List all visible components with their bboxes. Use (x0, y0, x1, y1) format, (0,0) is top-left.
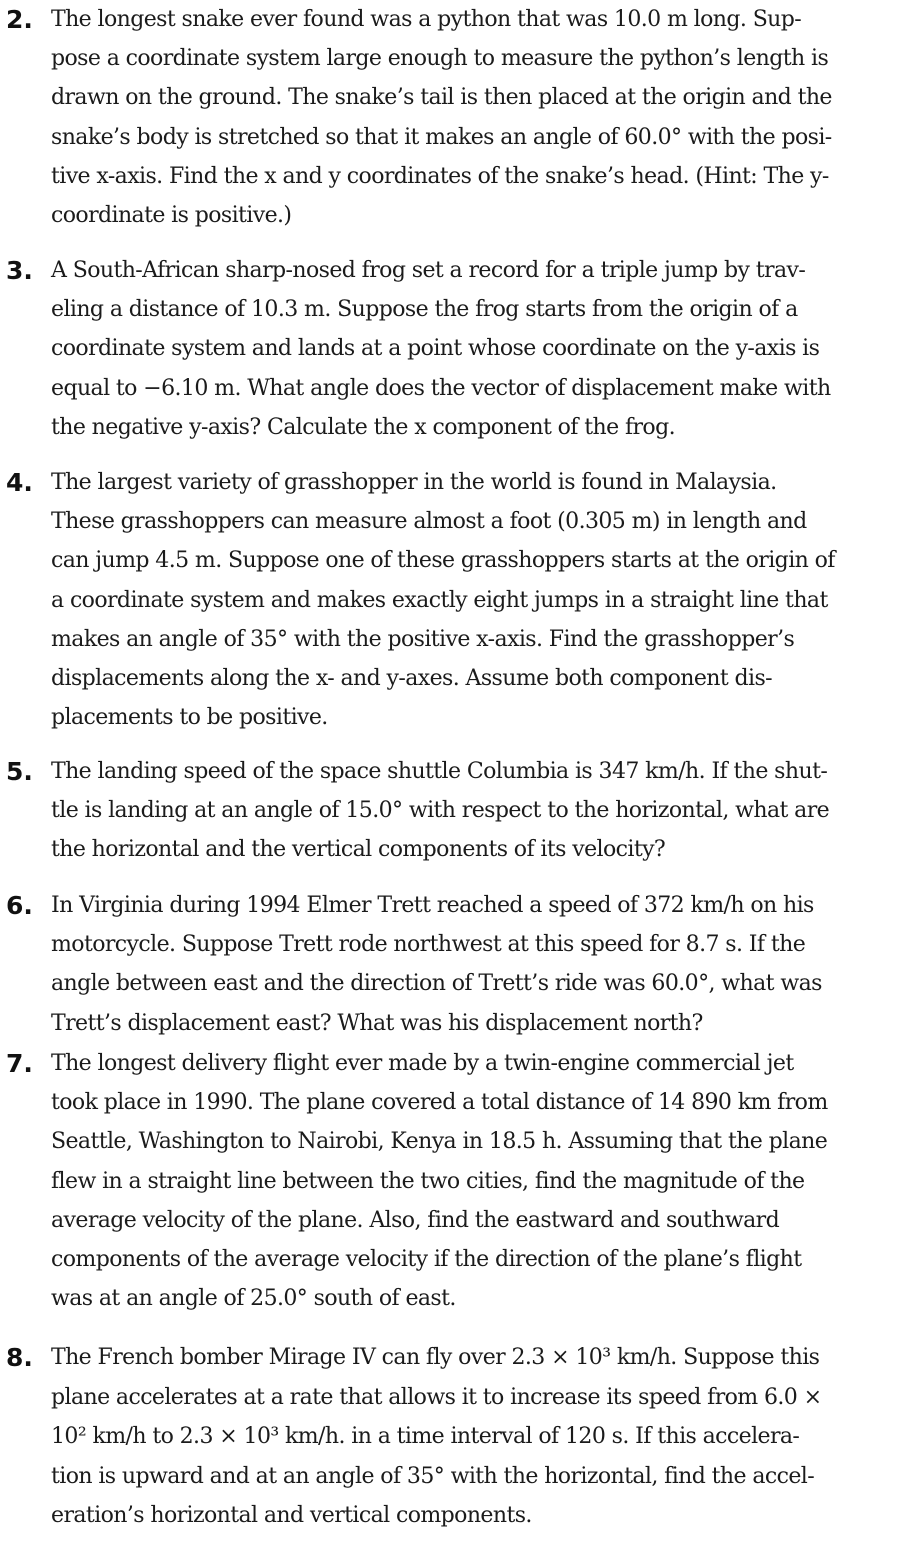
problem-line: coordinate is positive.) (51, 203, 292, 229)
problem-line: eration’s horizontal and vertical components. (51, 1503, 532, 1529)
problem-line: In Virginia during 1994 Elmer Trett reached a speed of 372 km/h on his (51, 893, 814, 918)
problem-line: The landing speed of the space shuttle Columbia is 347 km/h. If the shut- (51, 759, 828, 784)
problem-line: Trett’s displacement east? What was his displacement north? (51, 1010, 703, 1036)
problem-line: average velocity of the plane. Also, find the eastward and southward (51, 1207, 780, 1233)
problem-line: motorcycle. Suppose Trett rode northwest at this speed for 8.7 s. If the (51, 932, 806, 958)
problem-text (51, 1338, 900, 1536)
problem-line: was at an angle of 25.0° south of east. (51, 1286, 456, 1312)
problem-line: the horizontal and the vertical components of its velocity? (51, 837, 666, 863)
problem-line: coordinate system and lands at a point whose coordinate on the y-axis is (51, 336, 820, 362)
problem-text (51, 251, 900, 447)
problem-2 (0, 0, 900, 235)
problem-7 (0, 1044, 900, 1318)
problem-line: plane accelerates at a rate that allows it to increase its speed from 6.0 × (51, 1384, 822, 1410)
problem-line: The French bomber Mirage IV can fly over 2.3 × 10³ km/h. Suppose this (51, 1345, 820, 1370)
problem-text (51, 463, 900, 737)
problem-line: tle is landing at an angle of 15.0° with respect to the horizontal, what are (51, 798, 830, 824)
problem-number: 2. (6, 5, 33, 34)
problem-line: tive x-axis. Find the x and y coordinates of the snake’s head. (Hint: The y- (51, 163, 829, 189)
problem-line: The largest variety of grasshopper in the world is found in Malaysia. (51, 470, 777, 495)
problem-line: eling a distance of 10.3 m. Suppose the frog starts from the origin of a (51, 297, 798, 323)
problem-line: The longest snake ever found was a python that was 10.0 m long. Sup- (51, 7, 802, 32)
problem-line: Seattle, Washington to Nairobi, Kenya in 18.5 h. Assuming that the plane (51, 1129, 828, 1155)
problem-number: 8. (6, 1343, 33, 1372)
problem-line: a coordinate system and makes exactly eight jumps in a straight line that (51, 587, 828, 613)
problem-line: makes an angle of 35° with the positive x-axis. Find the grasshopper’s (51, 626, 795, 652)
problem-line: 10² km/h to 2.3 × 10³ km/h. in a time interval of 120 s. If this accelera- (51, 1424, 800, 1450)
problem-number: 5. (6, 757, 33, 786)
problem-line: tion is upward and at an angle of 35° with the horizontal, find the accel- (51, 1463, 815, 1489)
problem-3 (0, 251, 900, 447)
problem-line: placements to be positive. (51, 705, 328, 731)
problem-line: can jump 4.5 m. Suppose one of these grasshoppers starts at the origin of (51, 548, 835, 574)
problem-text (51, 0, 900, 235)
problem-line: The longest delivery flight ever made by a twin-engine commercial jet (51, 1051, 794, 1076)
problem-number: 6. (6, 891, 33, 920)
problem-line: the negative y-axis? Calculate the x component of the frog. (51, 414, 675, 440)
problem-line: equal to −6.10 m. What angle does the vector of displacement make with (51, 375, 831, 401)
problem-number: 4. (6, 468, 33, 497)
problem-line: snake’s body is stretched so that it makes an angle of 60.0° with the posi- (51, 124, 832, 150)
problem-line: drawn on the ground. The snake’s tail is then placed at the origin and the (51, 85, 832, 111)
problem-line: These grasshoppers can measure almost a foot (0.305 m) in length and (51, 509, 807, 535)
problem-4 (0, 463, 900, 737)
problem-text (51, 752, 900, 870)
problem-8 (0, 1338, 900, 1536)
problem-line: components of the average velocity if the direction of the plane’s flight (51, 1247, 802, 1273)
problem-5 (0, 752, 900, 870)
problem-line: A South-African sharp-nosed frog set a record for a triple jump by trav- (51, 258, 806, 283)
problem-6 (0, 886, 900, 1043)
problem-line: displacements along the x- and y-axes. Assume both component dis- (51, 666, 773, 692)
problem-line: angle between east and the direction of Trett’s ride was 60.0°, what was (51, 971, 822, 997)
problem-line: took place in 1990. The plane covered a total distance of 14 890 km from (51, 1090, 828, 1116)
problem-text (51, 1044, 900, 1318)
problem-number: 3. (6, 256, 33, 285)
problem-line: flew in a straight line between the two cities, find the magnitude of the (51, 1168, 805, 1194)
problem-line: pose a coordinate system large enough to measure the python’s length is (51, 46, 829, 72)
problem-number: 7. (6, 1049, 33, 1078)
problem-text (51, 886, 900, 1043)
